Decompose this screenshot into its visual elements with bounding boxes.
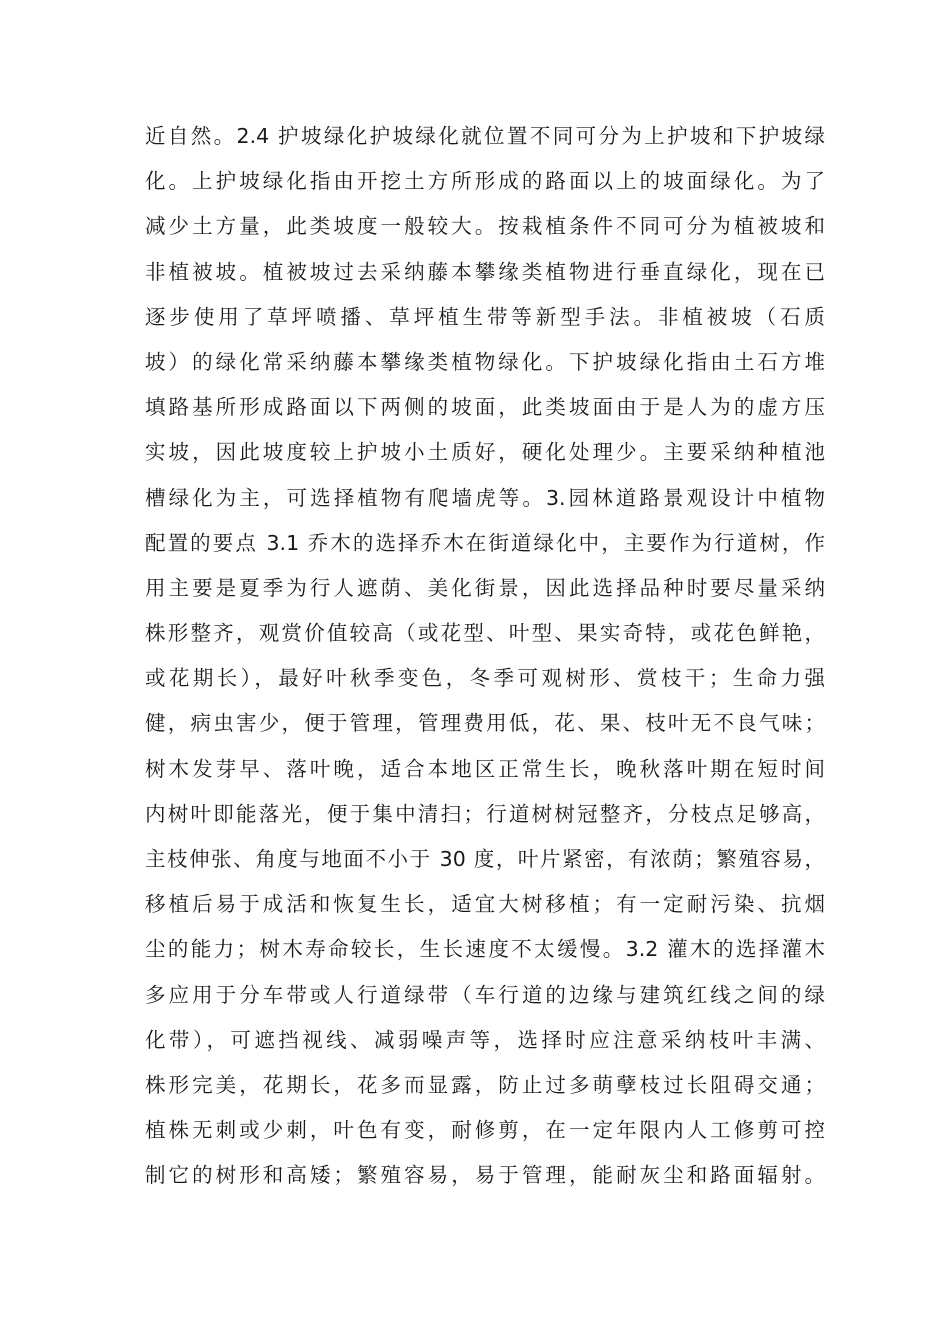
text-line: 化带），可遮挡视线、减弱噪声等，选择时应注意采纳枝叶丰满、 <box>145 1027 825 1052</box>
text-line: 近自然。2.4 护坡绿化护坡绿化就位置不同可分为上护坡和下护坡绿 <box>145 124 825 148</box>
text-line: 减少土方量，此类坡度一般较大。按栽植条件不同可分为植被坡和 <box>145 214 825 239</box>
text-line: 内树叶即能落光，便于集中清扫；行道树树冠整齐，分枝点足够高， <box>145 801 825 826</box>
text-line: 用主要是夏季为行人遮荫、美化街景，因此选择品种时要尽量采纳 <box>145 575 825 600</box>
text-line: 尘的能力；树木寿命较长，生长速度不太缓慢。3.2 灌木的选择灌木 <box>145 937 825 962</box>
body-paragraph <box>145 114 825 1199</box>
text-line: 多应用于分车带或人行道绿带（车行道的边缘与建筑红线之间的绿 <box>145 982 825 1007</box>
text-line: 移植后易于成活和恢复生长，适宜大树移植；有一定耐污染、抗烟 <box>145 892 825 917</box>
text-line: 非植被坡。植被坡过去采纳藤本攀缘类植物进行垂直绿化，现在已 <box>145 259 825 284</box>
text-line: 配置的要点 3.1 乔木的选择乔木在街道绿化中，主要作为行道树，作 <box>145 530 825 555</box>
text-line: 或花期长），最好叶秋季变色，冬季可观树形、赏枝干；生命力强 <box>145 666 825 691</box>
text-line: 实坡，因此坡度较上护坡小土质好，硬化处理少。主要采纳种植池 <box>145 440 825 465</box>
text-line: 植株无刺或少刺，叶色有变，耐修剪，在一定年限内人工修剪可控 <box>145 1118 825 1143</box>
text-line: 化。上护坡绿化指由开挖土方所形成的路面以上的坡面绿化。为了 <box>145 169 825 194</box>
text-line: 槽绿化为主，可选择植物有爬墙虎等。3.园林道路景观设计中植物 <box>145 485 825 510</box>
text-line: 坡）的绿化常采纳藤本攀缘类植物绿化。下护坡绿化指由土石方堆 <box>145 349 825 374</box>
text-line: 健，病虫害少，便于管理，管理费用低，花、果、枝叶无不良气味； <box>145 711 825 736</box>
text-line: 树木发芽早、落叶晚，适合本地区正常生长，晚秋落叶期在短时间 <box>145 756 825 781</box>
text-line: 株形完美，花期长，花多而显露，防止过多萌孽枝过长阻碍交通； <box>145 1072 825 1097</box>
text-line: 制它的树形和高矮；繁殖容易，易于管理，能耐灰尘和路面辐射。 <box>145 1163 825 1188</box>
text-line: 填路基所形成路面以下两侧的坡面，此类坡面由于是人为的虚方压 <box>145 395 825 420</box>
text-line: 主枝伸张、角度与地面不小于 30 度，叶片紧密，有浓荫；繁殖容易， <box>145 847 825 871</box>
text-line: 株形整齐，观赏价值较高（或花型、叶型、果实奇特，或花色鲜艳， <box>145 621 825 646</box>
text-line: 逐步使用了草坪喷播、草坪植生带等新型手法。非植被坡（石质 <box>145 304 825 329</box>
